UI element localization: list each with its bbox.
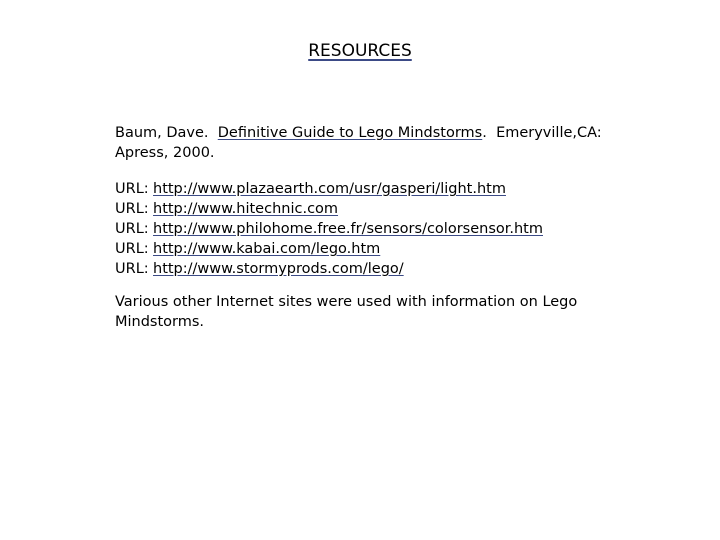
url-label: URL: xyxy=(115,261,149,277)
url-label: URL: xyxy=(115,241,149,257)
resources-content xyxy=(115,123,615,332)
url-row xyxy=(115,199,615,219)
url-row xyxy=(115,239,615,259)
citation-author: Baum, Dave. xyxy=(115,125,209,141)
page-title-text: RESOURCES xyxy=(308,41,412,61)
citation-publisher: Apress, 2000. xyxy=(115,145,215,161)
note-paragraph: Various other Internet sites were used with information on Lego Mindstorms. xyxy=(115,294,578,330)
citation-title-period: . xyxy=(482,125,487,141)
citation xyxy=(115,123,615,163)
url-label: URL: xyxy=(115,181,149,197)
url-row xyxy=(115,219,615,239)
url-list xyxy=(115,179,615,279)
citation-book-title: Definitive Guide to Lego Mindstorms xyxy=(217,125,483,141)
url-link[interactable]: http://www.hitechnic.com xyxy=(153,201,339,217)
url-label: URL: xyxy=(115,221,149,237)
page-title xyxy=(0,41,720,61)
url-link[interactable]: http://www.plazaearth.com/usr/gasperi/light.htm xyxy=(153,181,506,197)
url-link[interactable]: http://www.kabai.com/lego.htm xyxy=(153,241,381,257)
url-row xyxy=(115,259,615,279)
url-link[interactable]: http://www.stormyprods.com/lego/ xyxy=(153,261,404,277)
url-link[interactable]: http://www.philohome.free.fr/sensors/colorsensor.htm xyxy=(153,221,543,237)
citation-publisher-place: Emeryville,CA: xyxy=(496,125,602,141)
url-label: URL: xyxy=(115,201,149,217)
url-row xyxy=(115,179,615,199)
